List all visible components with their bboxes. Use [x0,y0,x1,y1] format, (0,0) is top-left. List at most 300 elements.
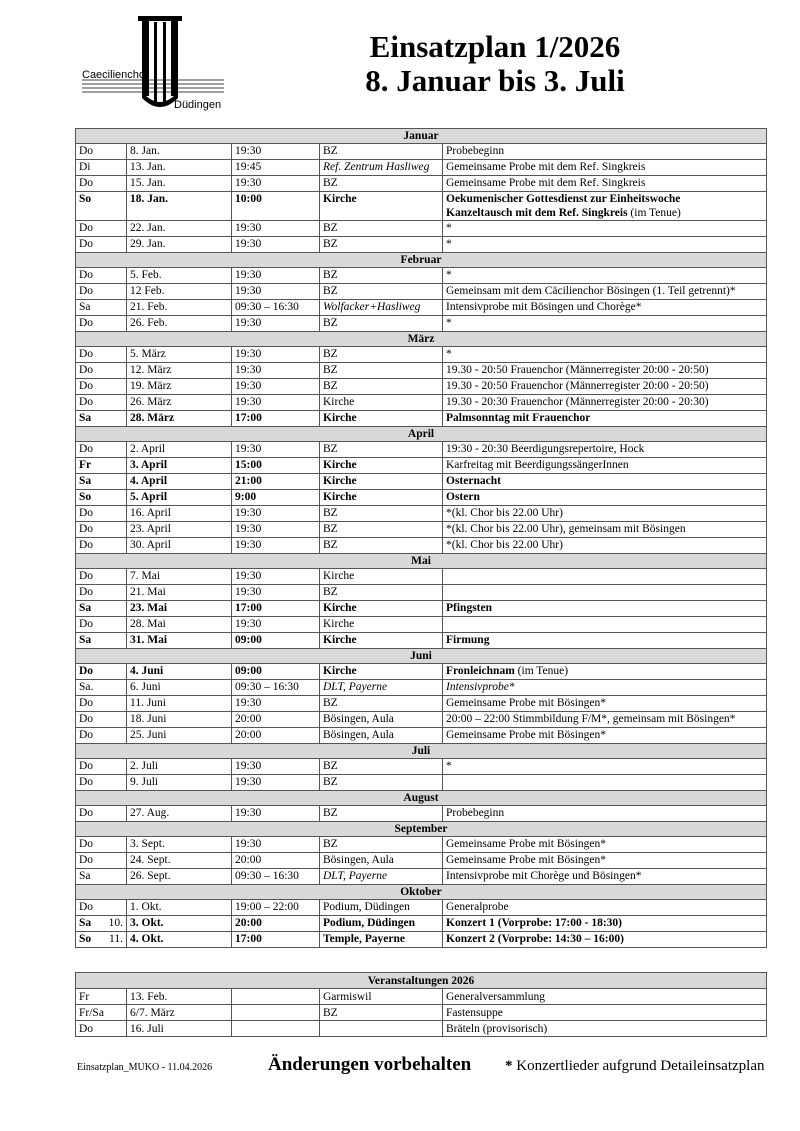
place-cell: DLT, Payerne [320,869,443,885]
date-cell: 27. Aug. [127,806,232,822]
schedule-row [76,490,767,506]
note-cell [443,601,767,617]
weekday: Do [79,618,94,630]
schedule-row [76,395,767,411]
note-cell [443,585,767,601]
weekday: Do [79,854,94,866]
place-cell: Kirche [320,664,443,680]
weekday: Do [79,285,94,297]
schedule-row [76,268,767,284]
event-day: Do [76,1021,127,1037]
schedule-table [75,128,767,948]
month-header-row [76,649,767,664]
day-cell [76,506,127,522]
day-cell [76,916,127,932]
note-text: Probebeginn [446,807,505,819]
day-cell [76,617,127,633]
note-cell [443,284,767,300]
note-cell [443,237,767,253]
schedule-row [76,176,767,192]
time-cell: 20:00 [232,853,320,869]
title-line-1: Einsatzplan 1/2026 [369,29,621,64]
weekday: Sa [79,870,91,882]
weekday: Do [79,443,94,455]
place-cell: BZ [320,316,443,332]
date-cell: 11. Juni [127,696,232,712]
weekday: Do [79,396,94,408]
place-cell: BZ [320,176,443,192]
time-cell: 19:30 [232,759,320,775]
schedule-row [76,617,767,633]
event-row [76,1021,767,1037]
note-text: Firmung [446,634,490,646]
date-cell: 18. Juni [127,712,232,728]
weekday: Do [79,222,94,234]
date-cell: 3. Sept. [127,837,232,853]
event-date: 13. Feb. [127,989,232,1005]
date-cell: 6. Juni [127,680,232,696]
weekday: So [79,933,92,945]
schedule-row [76,585,767,601]
weekday: Do [79,269,94,281]
schedule-row [76,347,767,363]
lyre-icon [78,14,228,114]
note-text: Karfreitag mit BeerdigungssängerInnen [446,459,629,471]
time-cell: 19:30 [232,696,320,712]
footer-note [505,1058,764,1075]
note-text: Generalprobe [446,901,509,913]
note-text: Gemeinsame Probe mit dem Ref. Singkreis [446,161,646,173]
date-cell: 26. Feb. [127,316,232,332]
day-cell [76,837,127,853]
schedule-row [76,869,767,885]
note-text: *(kl. Chor bis 22.00 Uhr) [446,539,563,551]
date-cell: 12. März [127,363,232,379]
day-cell [76,853,127,869]
note-cell [443,569,767,585]
day-cell [76,442,127,458]
weekday: Sa [79,634,92,646]
place-cell: Ref. Zentrum Hasliweg [320,160,443,176]
note-text: * [446,317,452,329]
note-cell [443,300,767,316]
place-cell: Kirche [320,633,443,649]
month-header-row [76,554,767,569]
time-cell: 19:30 [232,363,320,379]
date-cell: 22. Jan. [127,221,232,237]
date-cell: 19. März [127,379,232,395]
month-name: April [76,427,767,442]
month-name: Januar [76,129,767,144]
place-cell: BZ [320,806,443,822]
time-cell: 09:30 – 16:30 [232,680,320,696]
event-day: Fr [76,989,127,1005]
weekday: Do [79,317,94,329]
note-cell [443,490,767,506]
date-cell: 21. Feb. [127,300,232,316]
time-cell: 19:30 [232,837,320,853]
day-cell [76,474,127,490]
weekday: Sa [79,917,92,929]
weekday: Do [79,776,94,788]
date-cell: 21. Mai [127,585,232,601]
place-cell: BZ [320,379,443,395]
note-text: Gemeinsam mit dem Cäcilienchor Bösingen (1. Teil getrennt)* [446,285,736,297]
schedule-row [76,144,767,160]
place-cell: BZ [320,363,443,379]
schedule-row [76,696,767,712]
schedule-row [76,664,767,680]
time-cell: 17:00 [232,932,320,948]
schedule-row [76,411,767,427]
time-cell: 19:30 [232,347,320,363]
note-cell [443,379,767,395]
place-cell: Bösingen, Aula [320,712,443,728]
logo-text-2: Düdingen [174,99,222,111]
month-name: Februar [76,253,767,268]
choir-logo [78,14,228,114]
time-cell: 09:00 [232,664,320,680]
date-cell: 16. April [127,506,232,522]
note-text: 19.30 - 20:50 Frauenchor (Männerregister 20:00 - 20:50) [446,364,709,376]
events-title: Veranstaltungen 2026 [76,973,767,989]
date-cell: 24. Sept. [127,853,232,869]
place-cell: BZ [320,144,443,160]
event-place: Garmiswil [320,989,443,1005]
note-text: * [446,238,452,250]
schedule-row [76,712,767,728]
weekday: Do [79,729,94,741]
time-cell: 19:30 [232,221,320,237]
event-date: 6/7. März [127,1005,232,1021]
day-cell [76,712,127,728]
month-name: März [76,332,767,347]
month-name: Juli [76,744,767,759]
month-header-row [76,791,767,806]
place-cell: BZ [320,347,443,363]
month-name: Oktober [76,885,767,900]
place-cell: BZ [320,506,443,522]
event-name: Fastensuppe [443,1005,767,1021]
time-cell: 19:30 [232,617,320,633]
month-header-row [76,129,767,144]
day-cell [76,759,127,775]
time-cell: 19:30 [232,775,320,791]
weekday: Fr [79,459,92,471]
note-text: Intensivprobe mit Bösingen und Chorège* [446,301,642,313]
time-cell: 15:00 [232,458,320,474]
schedule-row [76,601,767,617]
note-cell [443,759,767,775]
day-number: 10. [108,917,123,929]
day-cell [76,237,127,253]
month-header-row [76,253,767,268]
weekday: Do [79,570,94,582]
note-cell [443,775,767,791]
weekday: Do [79,665,94,677]
weekday: Do [79,539,94,551]
day-cell [76,775,127,791]
note-cell [443,411,767,427]
date-cell: 25. Juni [127,728,232,744]
date-cell: 28. Mai [127,617,232,633]
note-text: Gemeinsame Probe mit Bösingen* [446,729,607,741]
day-number: 11. [109,933,123,945]
note-cell [443,160,767,176]
place-cell: BZ [320,284,443,300]
event-row [76,989,767,1005]
place-cell: BZ [320,221,443,237]
day-cell [76,806,127,822]
date-cell: 2. April [127,442,232,458]
time-cell: 19:30 [232,569,320,585]
time-cell: 10:00 [232,192,320,221]
date-cell: 28. März [127,411,232,427]
note-cell [443,837,767,853]
event-place: BZ [320,1005,443,1021]
day-cell [76,316,127,332]
day-cell [76,363,127,379]
day-cell [76,490,127,506]
date-cell: 4. April [127,474,232,490]
note-cell [443,728,767,744]
note-text: * [446,760,452,772]
footer-note-star: * [505,1058,513,1074]
date-cell: 15. Jan. [127,176,232,192]
day-cell [76,192,127,221]
month-header-row [76,427,767,442]
place-cell: Podium, Düdingen [320,900,443,916]
date-cell: 3. Okt. [127,916,232,932]
time-cell: 17:00 [232,601,320,617]
time-cell: 09:30 – 16:30 [232,300,320,316]
weekday: Do [79,523,94,535]
time-cell: 19:30 [232,316,320,332]
day-cell [76,869,127,885]
schedule-row [76,284,767,300]
time-cell: 19:30 [232,806,320,822]
event-name: Bräteln (provisorisch) [443,1021,767,1037]
note-cell [443,932,767,948]
date-cell: 5. April [127,490,232,506]
schedule-row [76,442,767,458]
day-cell [76,932,127,948]
weekday: Do [79,364,94,376]
date-cell: 5. März [127,347,232,363]
place-cell: Kirche [320,617,443,633]
note-cell [443,176,767,192]
title-line-2: 8. Januar bis 3. Juli [365,63,625,98]
place-cell: Kirche [320,490,443,506]
date-cell: 5. Feb. [127,268,232,284]
note-cell [443,664,767,680]
time-cell: 19:00 – 22:00 [232,900,320,916]
note-text: Ostern [446,491,480,503]
weekday: Do [79,145,94,157]
date-cell: 31. Mai [127,633,232,649]
place-cell: Kirche [320,601,443,617]
time-cell: 19:45 [232,160,320,176]
note-text: 20:00 – 22:00 Stimmbildung F/M*, gemeinsam mit Bösingen* [446,713,736,725]
note-text: *(kl. Chor bis 22.00 Uhr), gemeinsam mit Bösingen [446,523,686,535]
note-tail: (im Tenue) [514,665,569,677]
note-text: Probebeginn [446,145,505,157]
date-cell: 29. Jan. [127,237,232,253]
place-cell: Kirche [320,395,443,411]
weekday: Do [79,348,94,360]
note-tail: (im Tenue) [627,207,681,219]
note-cell [443,696,767,712]
day-cell [76,538,127,554]
schedule-row [76,853,767,869]
note-text: 19:30 - 20:30 Beerdigungsrepertoire, Hock [446,443,645,455]
day-cell [76,900,127,916]
date-cell: 26. März [127,395,232,411]
note-text: Intensivprobe mit Chorège und Bösingen* [446,870,642,882]
date-cell: 30. April [127,538,232,554]
time-cell: 19:30 [232,506,320,522]
day-cell [76,633,127,649]
note-cell [443,347,767,363]
month-header-row [76,744,767,759]
schedule-row [76,759,767,775]
note-text: Gemeinsame Probe mit dem Ref. Singkreis [446,177,646,189]
note-cell [443,712,767,728]
day-cell [76,664,127,680]
date-cell: 4. Juni [127,664,232,680]
day-cell [76,680,127,696]
schedule-row [76,300,767,316]
time-cell: 19:30 [232,237,320,253]
time-cell: 21:00 [232,474,320,490]
time-cell: 09:30 – 16:30 [232,869,320,885]
time-cell: 19:30 [232,442,320,458]
schedule-row [76,522,767,538]
note-text: Gemeinsame Probe mit Bösingen* [446,697,607,709]
note-text: Pfingsten [446,602,492,614]
time-cell: 19:30 [232,268,320,284]
place-cell: BZ [320,538,443,554]
place-cell: DLT, Payerne [320,680,443,696]
event-time [232,989,320,1005]
date-cell: 23. April [127,522,232,538]
day-cell [76,569,127,585]
month-header-row [76,332,767,347]
place-cell: Bösingen, Aula [320,728,443,744]
place-cell: BZ [320,522,443,538]
note-cell [443,538,767,554]
event-place [320,1021,443,1037]
note-cell [443,458,767,474]
schedule-row [76,221,767,237]
schedule-row [76,379,767,395]
date-cell: 3. April [127,458,232,474]
note-text: Konzert 2 (Vorprobe: 14:30 – 16:00) [446,933,624,945]
time-cell: 17:00 [232,411,320,427]
weekday: Sa [79,475,92,487]
place-cell: Kirche [320,569,443,585]
weekday: Di [79,161,91,173]
place-cell: BZ [320,759,443,775]
note-cell [443,617,767,633]
weekday: So [79,193,92,205]
place-cell: Kirche [320,474,443,490]
note-text: Fronleichnam [446,665,515,677]
month-name: August [76,791,767,806]
schedule-row [76,806,767,822]
weekday: Do [79,380,94,392]
day-cell [76,395,127,411]
footer-disclaimer: Änderungen vorbehalten [268,1054,472,1075]
schedule-row [76,363,767,379]
time-cell: 19:30 [232,538,320,554]
day-cell [76,347,127,363]
note-cell [443,522,767,538]
schedule-row [76,237,767,253]
date-cell: 13. Jan. [127,160,232,176]
time-cell: 9:00 [232,490,320,506]
note-text: * [446,222,452,234]
place-cell: BZ [320,237,443,253]
schedule-row [76,458,767,474]
event-date: 16. Juli [127,1021,232,1037]
place-cell: BZ [320,442,443,458]
schedule-row [76,569,767,585]
month-header-row [76,822,767,837]
place-cell: Wolfacker+Hasliweg [320,300,443,316]
month-name: Juni [76,649,767,664]
note-cell [443,916,767,932]
schedule-row [76,633,767,649]
date-cell: 23. Mai [127,601,232,617]
day-cell [76,601,127,617]
schedule-row [76,728,767,744]
footer-file-info: Einsatzplan_MUKO - 11.04.2026 [77,1062,213,1073]
time-cell: 19:30 [232,379,320,395]
time-cell: 20:00 [232,916,320,932]
time-cell: 20:00 [232,712,320,728]
weekday: Do [79,901,94,913]
date-cell: 8. Jan. [127,144,232,160]
event-time [232,1021,320,1037]
time-cell: 09:00 [232,633,320,649]
events-table [75,972,767,1037]
weekday: So [79,491,92,503]
note-text: Osternacht [446,475,501,487]
month-name: September [76,822,767,837]
schedule-row [76,160,767,176]
schedule-row [76,775,767,791]
date-cell: 12 Feb. [127,284,232,300]
date-cell: 9. Juli [127,775,232,791]
weekday: Do [79,807,94,819]
date-cell: 2. Juli [127,759,232,775]
place-cell: BZ [320,268,443,284]
note-cell [443,144,767,160]
place-cell: BZ [320,696,443,712]
note-cell [443,633,767,649]
note-text: Konzert 1 (Vorprobe: 17:00 - 18:30) [446,917,622,929]
weekday: Do [79,838,94,850]
date-cell: 1. Okt. [127,900,232,916]
day-cell [76,160,127,176]
schedule-row [76,837,767,853]
place-cell: Bösingen, Aula [320,853,443,869]
schedule-row [76,916,767,932]
day-cell [76,728,127,744]
note-text: 19.30 - 20:50 Frauenchor (Männerregister 20:00 - 20:50) [446,380,709,392]
weekday: Do [79,697,94,709]
